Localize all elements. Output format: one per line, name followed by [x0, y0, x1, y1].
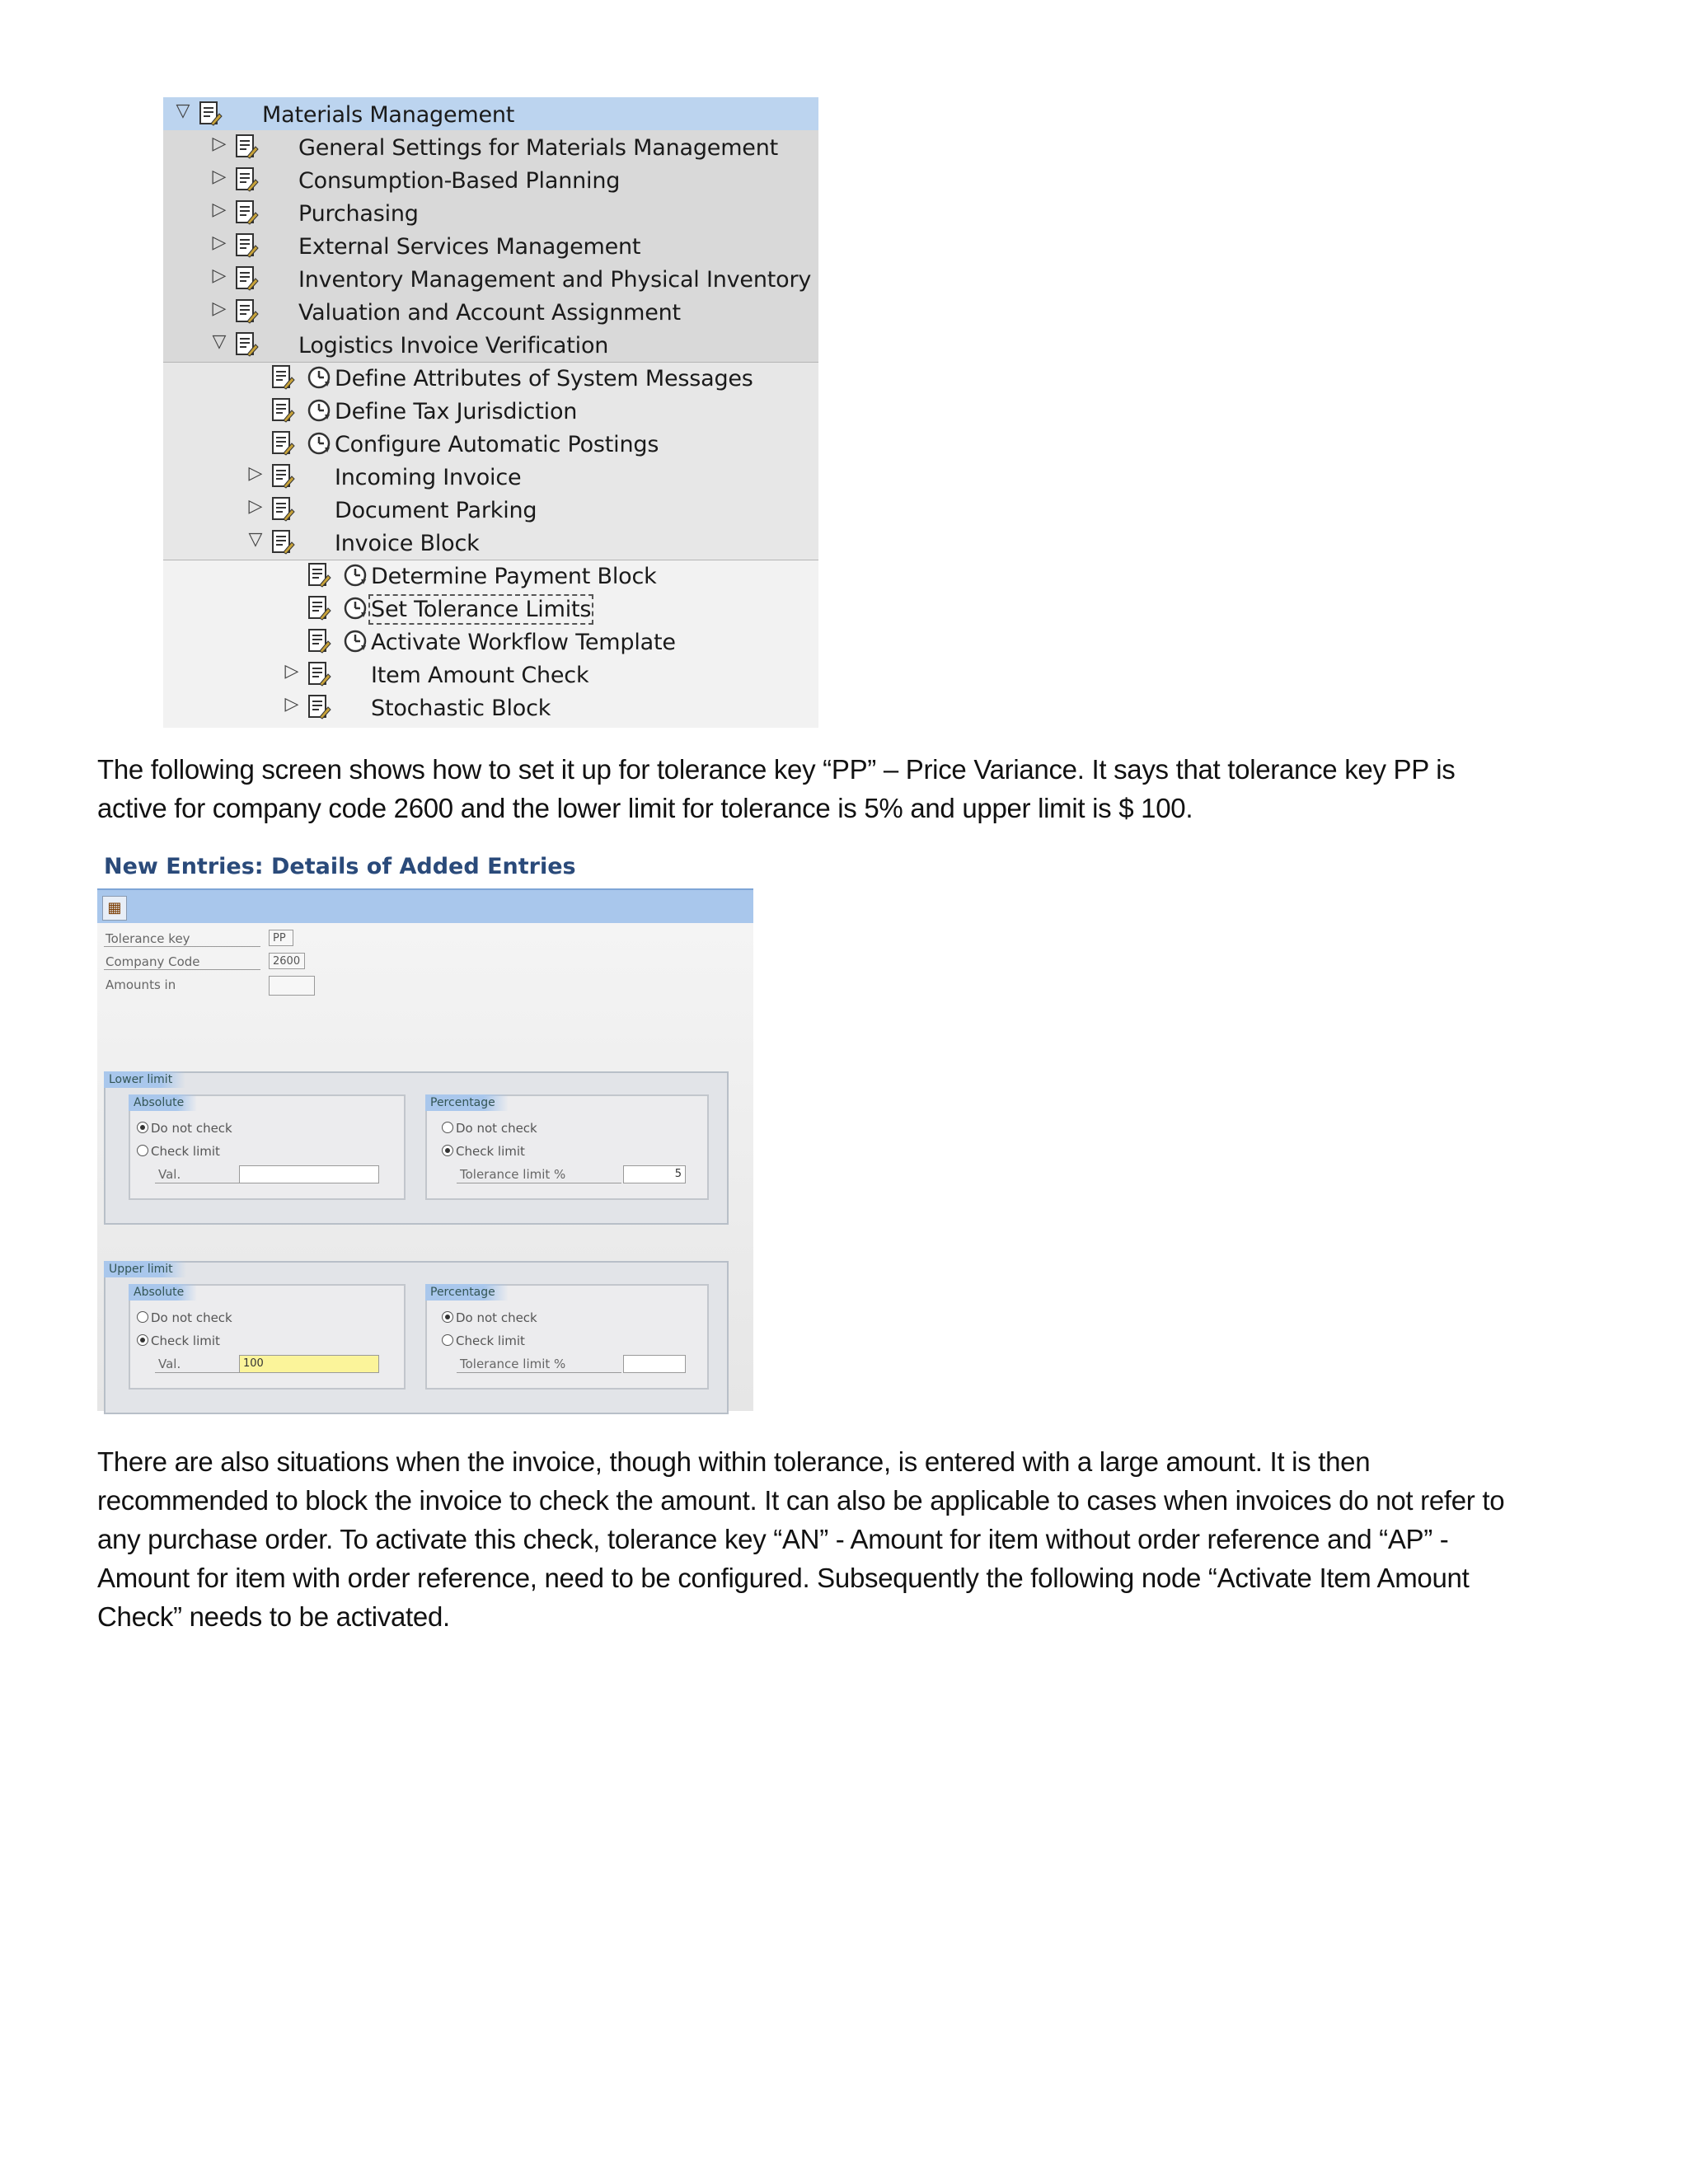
tree-node[interactable] [163, 691, 818, 724]
collapse-triangle-icon[interactable]: ▽ [212, 331, 227, 352]
document-icon [307, 562, 331, 588]
tree-node-label[interactable]: Incoming Invoice [335, 465, 522, 490]
radio-dot [442, 1145, 453, 1156]
radio-dot [442, 1334, 453, 1346]
radio-dot [442, 1311, 453, 1323]
tree-node-label[interactable]: Define Tax Jurisdiction [335, 399, 578, 424]
upper-pct-check-limit-radio[interactable] [442, 1333, 525, 1348]
expand-triangle-icon[interactable]: ▷ [212, 134, 227, 154]
tree-node-label[interactable]: General Settings for Materials Management [298, 135, 779, 161]
lower-pct-tol-label: Tolerance limit % [460, 1167, 566, 1182]
amounts-in-field[interactable] [269, 976, 315, 996]
upper-pct-do-not-check-radio[interactable] [442, 1310, 537, 1325]
tree-node-label[interactable]: Logistics Invoice Verification [298, 333, 609, 359]
tree-node[interactable] [163, 361, 818, 394]
expand-triangle-icon[interactable]: ▷ [212, 265, 227, 286]
tree-node-label[interactable]: Valuation and Account Assignment [298, 300, 681, 326]
radio-label: Check limit [456, 1333, 525, 1348]
document-icon [270, 463, 295, 490]
radio-dot [137, 1145, 148, 1156]
upper-abs-val-label: Val. [158, 1357, 181, 1371]
radio-label: Check limit [456, 1144, 525, 1159]
radio-label: Check limit [151, 1333, 220, 1348]
lower-abs-val-input[interactable] [239, 1165, 379, 1183]
document-icon [234, 166, 259, 193]
document-icon [270, 529, 295, 555]
lower-absolute-box [129, 1094, 406, 1200]
expand-triangle-icon[interactable]: ▷ [248, 496, 263, 517]
expand-triangle-icon[interactable]: ▷ [212, 232, 227, 253]
tree-node[interactable] [163, 163, 818, 196]
expand-triangle-icon[interactable]: ▷ [212, 199, 227, 220]
tree-node[interactable] [163, 229, 818, 262]
document-icon [234, 134, 259, 160]
document-icon [270, 496, 295, 523]
radio-label: Do not check [456, 1310, 537, 1325]
execute-clock-icon[interactable] [343, 563, 368, 588]
expand-triangle-icon[interactable]: ▷ [284, 661, 299, 682]
tree-node-label[interactable]: Stochastic Block [371, 696, 551, 721]
tree-node[interactable] [163, 460, 818, 493]
tree-node[interactable] [163, 262, 818, 295]
tree-node-label[interactable]: Define Attributes of System Messages [335, 366, 753, 391]
document-icon [270, 430, 295, 457]
lower-limit-tab: Lower limit [104, 1071, 185, 1088]
lower-limit-group [104, 1071, 729, 1225]
tree-node-label[interactable]: Invoice Block [335, 531, 480, 556]
company-code-field[interactable]: 2600 [269, 953, 305, 969]
radio-dot [137, 1122, 148, 1133]
upper-limit-tab: Upper limit [104, 1261, 186, 1277]
tree-node[interactable] [163, 625, 818, 658]
entry-panel [97, 923, 753, 1411]
document-icon [307, 628, 331, 654]
execute-clock-icon[interactable] [343, 596, 368, 621]
lower-abs-val-label: Val. [158, 1167, 181, 1182]
tree-node-label[interactable]: Set Tolerance Limits [371, 597, 592, 622]
document-icon [307, 661, 331, 687]
upper-pct-tol-label: Tolerance limit % [460, 1357, 566, 1371]
upper-abs-check-limit-radio[interactable] [137, 1333, 220, 1348]
document-icon [270, 364, 295, 391]
tree-node[interactable] [163, 196, 818, 229]
text-line: Amount for item with order reference, need to be configured. Subsequently the following node “Activate Item Amount [97, 1563, 1470, 1593]
paragraph-tolerance-intro [97, 750, 1589, 827]
radio-label: Check limit [151, 1144, 220, 1159]
lower-absolute-tab: Absolute [129, 1094, 197, 1111]
execute-clock-icon[interactable] [343, 629, 368, 654]
tree-node[interactable] [163, 658, 818, 691]
text-line: The following screen shows how to set it up for tolerance key “PP” – Price Variance. It says that tolerance key PP is [97, 754, 1456, 785]
tree-node-label[interactable]: Purchasing [298, 201, 419, 227]
document-icon [270, 397, 295, 424]
tree-node-label[interactable]: External Services Management [298, 234, 641, 260]
lower-abs-check-limit-radio[interactable] [137, 1144, 220, 1159]
tree-node-label[interactable]: Configure Automatic Postings [335, 432, 659, 457]
upper-abs-do-not-check-radio[interactable] [137, 1310, 232, 1325]
tree-node[interactable] [163, 427, 818, 460]
text-line: recommended to block the invoice to check the amount. It can also be applicable to cases when invoices do not refer to [97, 1485, 1505, 1516]
expand-triangle-icon[interactable]: ▷ [248, 463, 263, 484]
text-line: any purchase order. To activate this check, tolerance key “AN” - Amount for item without order reference and “AP” - [97, 1524, 1449, 1554]
radio-dot [137, 1334, 148, 1346]
company-code-label: Company Code [106, 954, 200, 969]
execute-clock-icon[interactable] [307, 365, 331, 390]
lower-percentage-box [425, 1094, 709, 1200]
text-line: There are also situations when the invoice, though within tolerance, is entered with a large amount. It is then [97, 1446, 1371, 1477]
lower-percentage-tab: Percentage [425, 1094, 509, 1111]
img-tree-screenshot [163, 97, 818, 727]
tolerance-key-field[interactable]: PP [269, 930, 293, 946]
document-icon [234, 298, 259, 325]
tree-node[interactable] [163, 559, 818, 592]
tolerance-key-label: Tolerance key [106, 931, 190, 946]
expand-triangle-icon[interactable]: ▷ [284, 694, 299, 715]
tree-node-label[interactable]: Item Amount Check [371, 663, 589, 688]
tree-node-label[interactable]: Document Parking [335, 498, 537, 523]
tree-node[interactable] [163, 526, 818, 559]
expand-triangle-icon[interactable]: ▷ [212, 298, 227, 319]
lower-pct-tol-input[interactable]: 5 [623, 1165, 686, 1183]
execute-clock-icon[interactable] [307, 398, 331, 423]
tree-node-label[interactable]: Determine Payment Block [371, 564, 657, 589]
tree-node[interactable] [163, 97, 818, 130]
paragraph-amount-check [97, 1442, 1589, 1636]
document-icon [307, 595, 331, 621]
radio-dot [137, 1311, 148, 1323]
lower-pct-do-not-check-radio[interactable] [442, 1121, 537, 1136]
tree-node-label[interactable]: Consumption-Based Planning [298, 168, 621, 194]
field-underline [104, 946, 260, 947]
upper-absolute-tab: Absolute [129, 1284, 197, 1301]
tree-node-label[interactable]: Materials Management [262, 102, 515, 128]
radio-label: Do not check [456, 1121, 537, 1136]
collapse-triangle-icon[interactable]: ▽ [176, 101, 190, 121]
text-line: Check” needs to be activated. [97, 1601, 450, 1632]
collapse-triangle-icon[interactable]: ▽ [248, 529, 263, 550]
document-icon [234, 331, 259, 358]
document-icon [198, 101, 223, 127]
amounts-in-label: Amounts in [106, 977, 176, 992]
execute-clock-icon[interactable] [307, 431, 331, 456]
screen-title: New Entries: Details of Added Entries [104, 854, 576, 879]
tree-node[interactable] [163, 493, 818, 526]
tree-node[interactable] [163, 130, 818, 163]
document-icon [234, 265, 259, 292]
document-icon [234, 232, 259, 259]
upper-pct-tol-input[interactable] [623, 1355, 686, 1373]
tree-node-label[interactable]: Activate Workflow Template [371, 630, 676, 655]
tree-node[interactable] [163, 592, 818, 625]
lower-abs-do-not-check-radio[interactable] [137, 1121, 232, 1136]
tree-node-label[interactable]: Inventory Management and Physical Inventory [298, 267, 812, 293]
text-line: active for company code 2600 and the lower limit for tolerance is 5% and upper limit is $ 100. [97, 793, 1193, 823]
document-icon [234, 199, 259, 226]
expand-triangle-icon[interactable]: ▷ [212, 166, 227, 187]
upper-limit-group [104, 1261, 729, 1414]
radio-dot [442, 1122, 453, 1133]
upper-percentage-box [425, 1284, 709, 1390]
radio-label: Do not check [151, 1310, 232, 1325]
upper-absolute-box [129, 1284, 406, 1390]
upper-abs-val-input[interactable]: 100 [239, 1355, 379, 1373]
new-entries-screenshot [97, 849, 753, 1411]
document-icon [307, 694, 331, 720]
lower-pct-check-limit-radio[interactable] [442, 1144, 525, 1159]
tree-node[interactable] [163, 295, 818, 328]
upper-percentage-tab: Percentage [425, 1284, 509, 1301]
toolbar [97, 888, 753, 925]
tree-node[interactable] [163, 394, 818, 427]
field-underline [104, 969, 260, 970]
tree-node[interactable] [163, 328, 818, 361]
table-view-icon[interactable]: ▦ [102, 896, 127, 921]
field-underline [457, 1372, 621, 1373]
radio-label: Do not check [151, 1121, 232, 1136]
